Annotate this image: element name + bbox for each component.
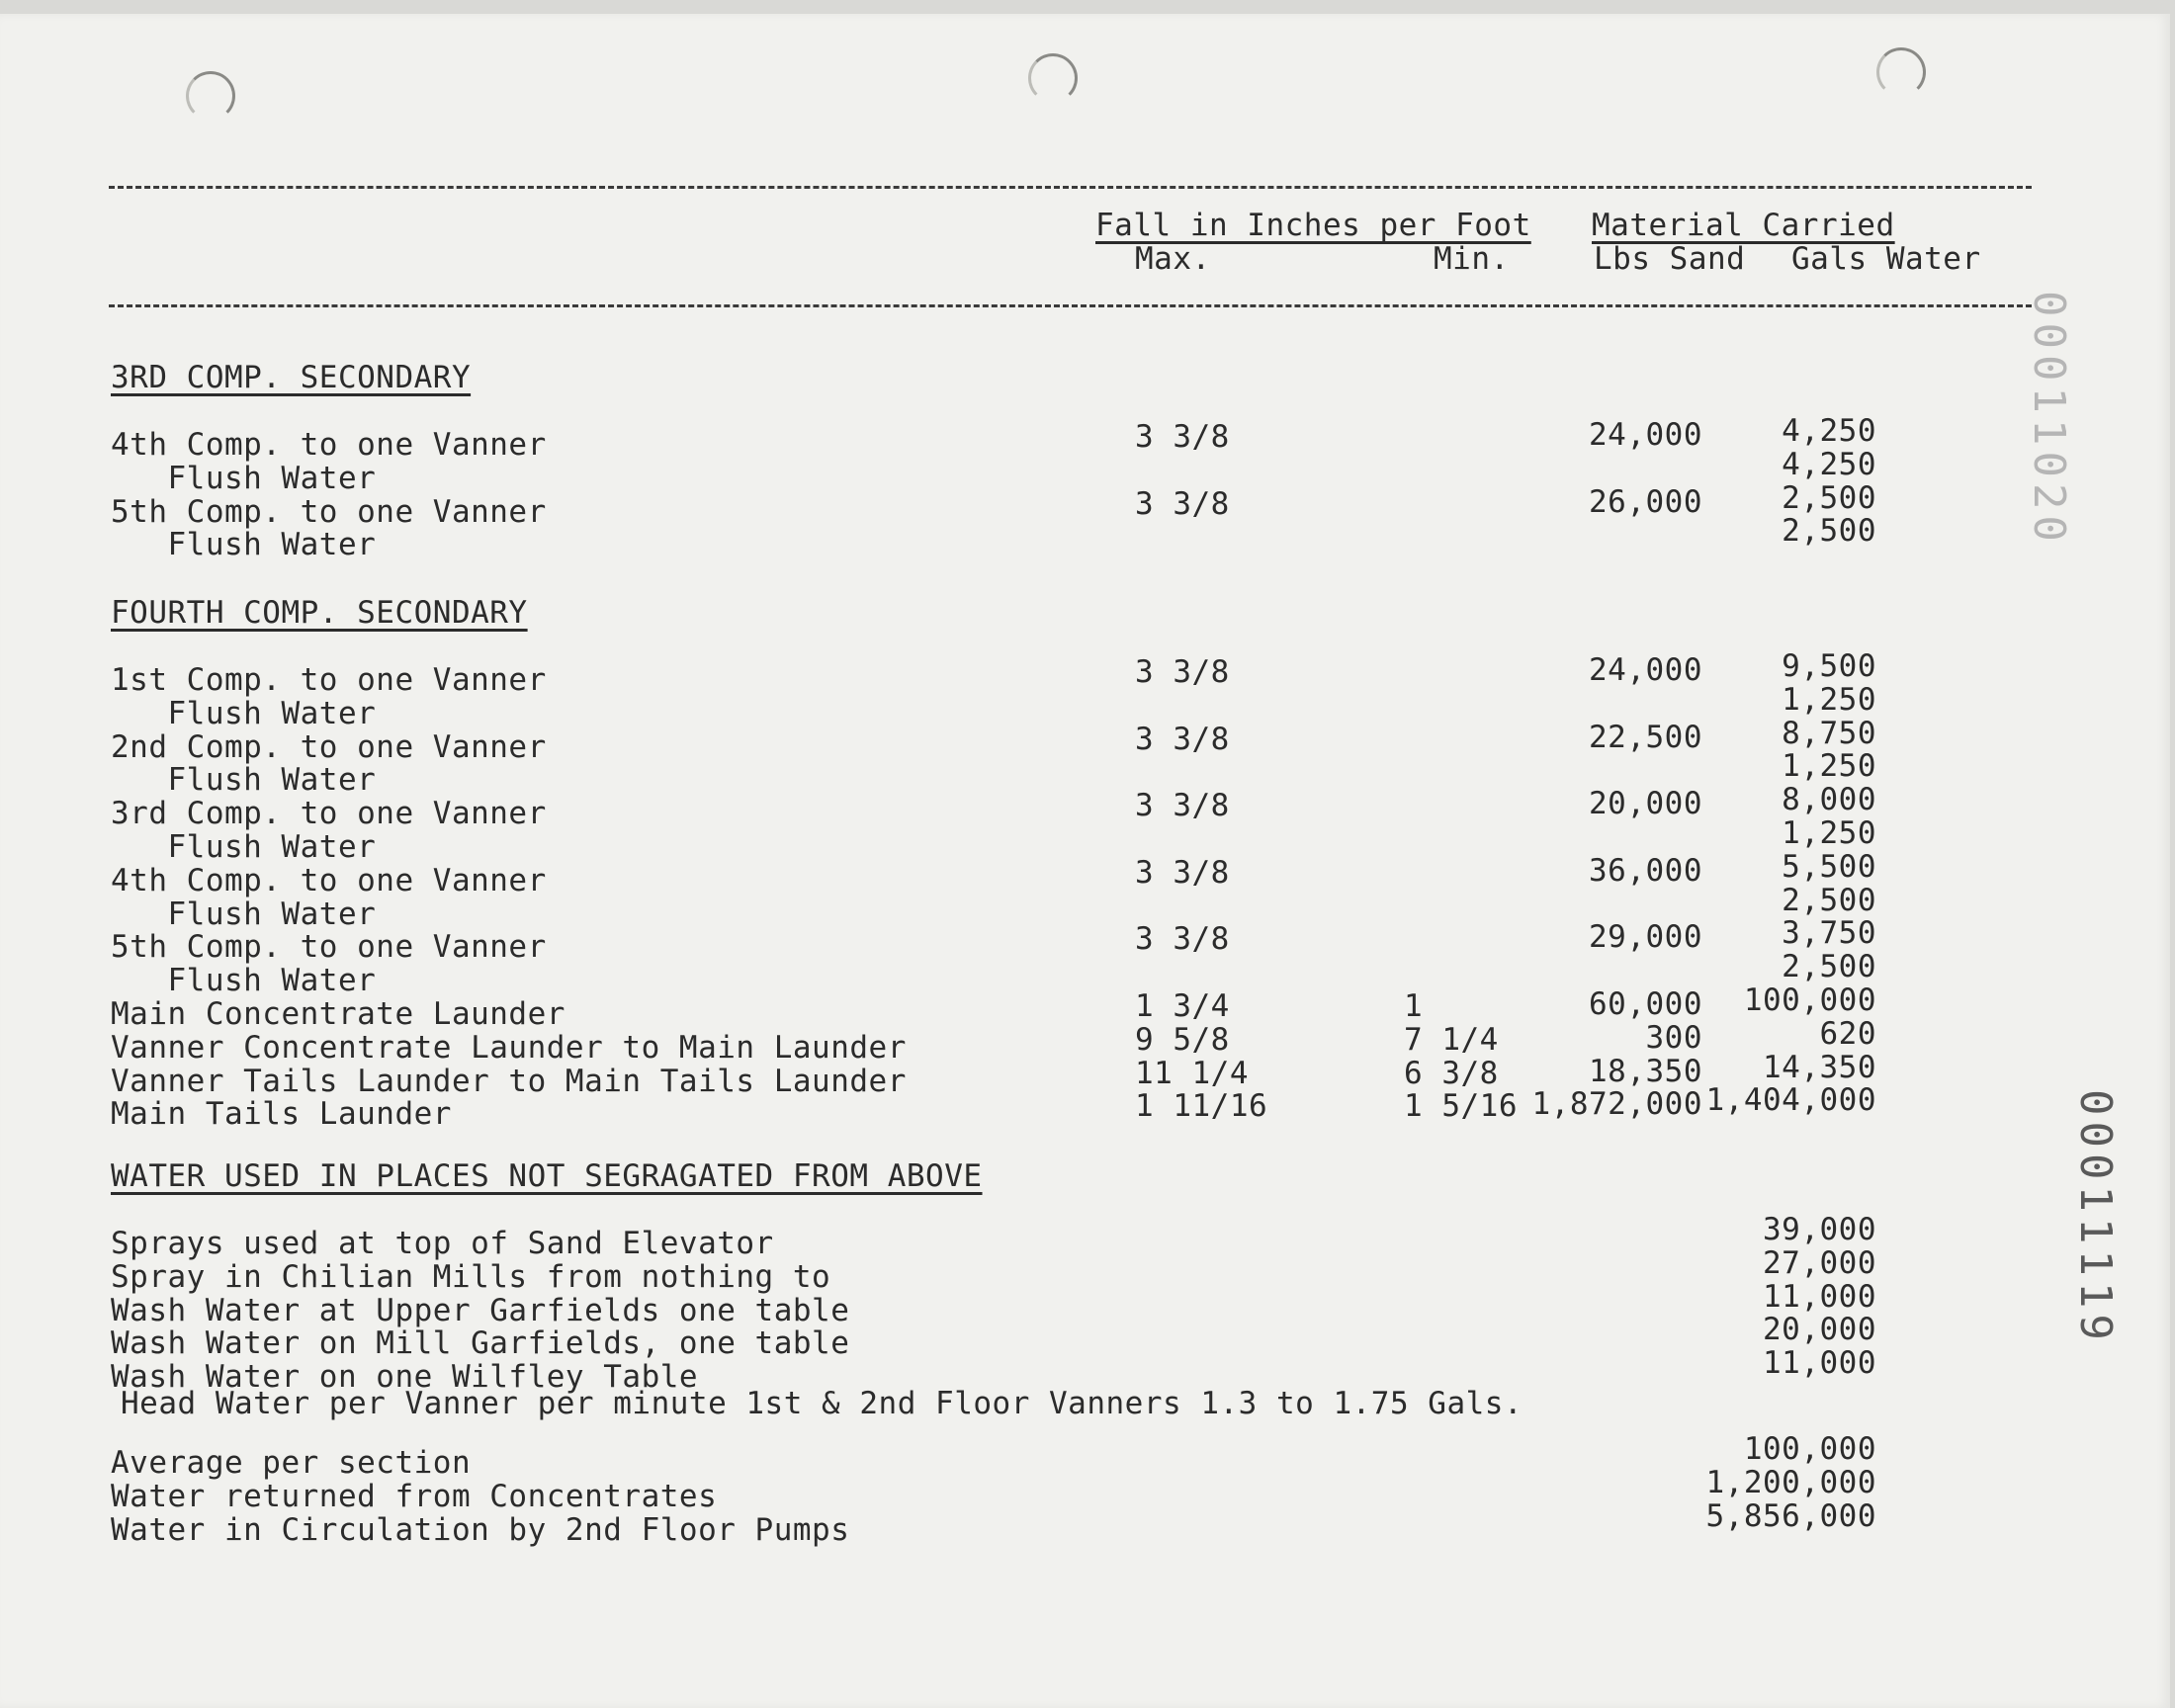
cell-max: 1 11/16 <box>1135 1088 1268 1124</box>
cell-max: 3 3/8 <box>1135 654 1230 690</box>
cell-gals-water: 1,250 <box>1782 815 1876 851</box>
row-label: Main Concentrate Launder <box>111 996 566 1032</box>
cell-gals-water: 5,856,000 <box>1705 1498 1876 1534</box>
row-label: Spray in Chilian Mills from nothing to <box>111 1259 831 1295</box>
row-label: Vanner Tails Launder to Main Tails Launder <box>111 1064 907 1099</box>
cell-gals-water: 2,500 <box>1782 883 1876 918</box>
cell-min: 7 1/4 <box>1404 1022 1499 1058</box>
cell-lbs-sand: 20,000 <box>1589 786 1702 821</box>
cell-gals-water: 1,404,000 <box>1705 1082 1876 1118</box>
header-material: Material Carried <box>1592 208 1895 243</box>
row-label: Average per section <box>111 1445 472 1481</box>
cell-lbs-sand: 24,000 <box>1589 652 1702 688</box>
header-bottom-rule <box>109 304 2032 307</box>
cell-lbs-sand: 26,000 <box>1589 484 1702 520</box>
row-label: Flush Water <box>111 829 377 865</box>
cell-gals-water: 14,350 <box>1763 1050 1876 1085</box>
cell-gals-water: 5,500 <box>1782 849 1876 885</box>
row-label: Wash Water on Mill Garfields, one table <box>111 1325 850 1361</box>
row-label: Water in Circulation by 2nd Floor Pumps <box>111 1512 850 1548</box>
row-label: Flush Water <box>111 527 377 562</box>
cell-gals-water: 1,250 <box>1782 748 1876 784</box>
header-top-rule <box>109 186 2032 189</box>
cell-max: 3 3/8 <box>1135 419 1230 455</box>
row-label: Flush Water <box>111 897 377 932</box>
header-gals-water: Gals Water <box>1791 241 1981 277</box>
cell-lbs-sand: 1,872,000 <box>1531 1086 1702 1122</box>
cell-gals-water: 2,500 <box>1782 480 1876 516</box>
row-label: Vanner Concentrate Launder to Main Launder <box>111 1030 907 1066</box>
cell-min: 1 5/16 <box>1404 1088 1518 1124</box>
cell-gals-water: 8,000 <box>1782 782 1876 817</box>
cell-lbs-sand: 29,000 <box>1589 919 1702 955</box>
section-heading: WATER USED IN PLACES NOT SEGRAGATED FROM ABOVE <box>111 1158 983 1194</box>
cell-max: 3 3/8 <box>1135 788 1230 823</box>
row-label: 3rd Comp. to one Vanner <box>111 796 547 831</box>
cell-max: 9 5/8 <box>1135 1022 1230 1058</box>
cell-gals-water: 1,200,000 <box>1705 1465 1876 1500</box>
cell-max: 3 3/8 <box>1135 722 1230 757</box>
punch-hole <box>1876 47 1926 97</box>
document-number-stamp: 00011119 <box>2070 1089 2121 1346</box>
section-heading: 3RD COMP. SECONDARY <box>111 360 472 395</box>
punch-hole <box>1028 53 1078 103</box>
cell-max: 3 3/8 <box>1135 486 1230 522</box>
cell-lbs-sand: 300 <box>1645 1020 1702 1056</box>
row-label: 4th Comp. to one Vanner <box>111 863 547 898</box>
document-page <box>0 14 2170 1708</box>
row-label: 5th Comp. to one Vanner <box>111 494 547 530</box>
cell-lbs-sand: 22,500 <box>1589 720 1702 755</box>
row-label: Wash Water at Upper Garfields one table <box>111 1293 850 1328</box>
cell-gals-water: 1,250 <box>1782 682 1876 718</box>
punch-hole <box>186 71 235 121</box>
row-label: Sprays used at top of Sand Elevator <box>111 1226 774 1261</box>
cell-gals-water: 27,000 <box>1763 1245 1876 1281</box>
cell-gals-water: 11,000 <box>1763 1345 1876 1381</box>
row-label: Main Tails Launder <box>111 1096 452 1132</box>
cell-gals-water: 100,000 <box>1743 1431 1876 1467</box>
cell-max: 11 1/4 <box>1135 1056 1249 1091</box>
row-label: Flush Water <box>111 963 377 998</box>
cell-lbs-sand: 60,000 <box>1589 986 1702 1022</box>
cell-gals-water: 39,000 <box>1763 1212 1876 1247</box>
cell-gals-water: 20,000 <box>1763 1312 1876 1347</box>
header-min: Min. <box>1434 241 1510 277</box>
cell-gals-water: 100,000 <box>1743 982 1876 1018</box>
row-label: 5th Comp. to one Vanner <box>111 929 547 965</box>
cell-lbs-sand: 24,000 <box>1589 417 1702 453</box>
header-lbs-sand: Lbs Sand <box>1594 241 1746 277</box>
row-label: 2nd Comp. to one Vanner <box>111 729 547 765</box>
row-label: Flush Water <box>111 461 377 496</box>
cell-gals-water: 4,250 <box>1782 447 1876 482</box>
row-label: Wash Water on one Wilfley Table <box>111 1359 699 1395</box>
cell-gals-water: 3,750 <box>1782 915 1876 951</box>
row-label: Flush Water <box>111 762 377 798</box>
cell-gals-water: 2,500 <box>1782 513 1876 549</box>
header-max: Max. <box>1135 241 1211 277</box>
head-water-note: Head Water per Vanner per minute 1st & 2nd Floor Vanners 1.3 to 1.75 Gals. <box>121 1386 1523 1421</box>
cell-gals-water: 8,750 <box>1782 716 1876 751</box>
header-fall: Fall in Inches per Foot <box>1095 208 1531 243</box>
cell-max: 3 3/8 <box>1135 855 1230 891</box>
cell-gals-water: 4,250 <box>1782 413 1876 449</box>
cell-min: 1 <box>1404 988 1424 1024</box>
cell-min: 6 3/8 <box>1404 1056 1499 1091</box>
faint-stamp: 00011020 <box>2024 291 2074 548</box>
cell-max: 1 3/4 <box>1135 988 1230 1024</box>
section-heading: FOURTH COMP. SECONDARY <box>111 595 528 631</box>
row-label: Flush Water <box>111 696 377 731</box>
row-label: 4th Comp. to one Vanner <box>111 427 547 463</box>
row-label: Water returned from Concentrates <box>111 1479 718 1514</box>
cell-gals-water: 9,500 <box>1782 648 1876 684</box>
cell-lbs-sand: 36,000 <box>1589 853 1702 889</box>
row-label: 1st Comp. to one Vanner <box>111 662 547 698</box>
cell-gals-water: 2,500 <box>1782 949 1876 984</box>
cell-gals-water: 620 <box>1819 1016 1876 1052</box>
cell-max: 3 3/8 <box>1135 921 1230 957</box>
cell-lbs-sand: 18,350 <box>1589 1054 1702 1089</box>
cell-gals-water: 11,000 <box>1763 1279 1876 1315</box>
